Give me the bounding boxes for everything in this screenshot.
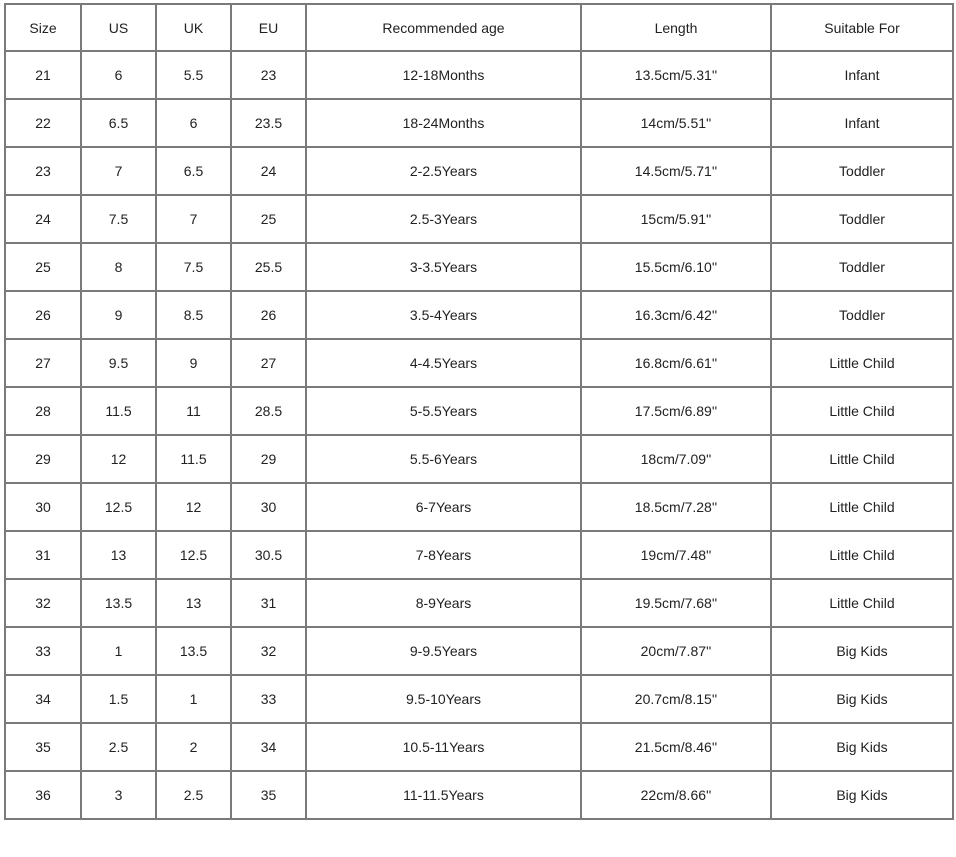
table-row — [5, 579, 953, 627]
cell-recommended-age: 2-2.5Years — [306, 147, 581, 195]
cell-size: 21 — [5, 51, 81, 99]
cell-recommended-age: 4-4.5Years — [306, 339, 581, 387]
cell-recommended-age: 8-9Years — [306, 579, 581, 627]
header-row — [5, 4, 953, 51]
cell-eu: 30.5 — [231, 531, 306, 579]
size-chart-table — [4, 3, 954, 820]
cell-recommended-age: 5-5.5Years — [306, 387, 581, 435]
cell-suitable-for: Infant — [771, 99, 953, 147]
cell-length: 21.5cm/8.46'' — [581, 723, 771, 771]
cell-recommended-age: 7-8Years — [306, 531, 581, 579]
cell-length: 14cm/5.51'' — [581, 99, 771, 147]
cell-uk: 7.5 — [156, 243, 231, 291]
cell-length: 15cm/5.91'' — [581, 195, 771, 243]
cell-size: 34 — [5, 675, 81, 723]
cell-suitable-for: Big Kids — [771, 723, 953, 771]
cell-uk: 2.5 — [156, 771, 231, 819]
cell-size: 28 — [5, 387, 81, 435]
cell-us: 11.5 — [81, 387, 156, 435]
cell-size: 35 — [5, 723, 81, 771]
cell-length: 20.7cm/8.15'' — [581, 675, 771, 723]
cell-recommended-age: 10.5-11Years — [306, 723, 581, 771]
cell-size: 25 — [5, 243, 81, 291]
cell-recommended-age: 12-18Months — [306, 51, 581, 99]
table-row — [5, 771, 953, 819]
cell-eu: 33 — [231, 675, 306, 723]
cell-size: 29 — [5, 435, 81, 483]
cell-uk: 12.5 — [156, 531, 231, 579]
cell-length: 16.3cm/6.42'' — [581, 291, 771, 339]
cell-suitable-for: Little Child — [771, 531, 953, 579]
table-row — [5, 195, 953, 243]
cell-uk: 13.5 — [156, 627, 231, 675]
table-header — [5, 4, 953, 51]
cell-us: 12 — [81, 435, 156, 483]
cell-us: 3 — [81, 771, 156, 819]
header-uk: UK — [156, 4, 231, 51]
cell-length: 15.5cm/6.10'' — [581, 243, 771, 291]
cell-length: 19cm/7.48'' — [581, 531, 771, 579]
cell-us: 13.5 — [81, 579, 156, 627]
cell-uk: 5.5 — [156, 51, 231, 99]
cell-suitable-for: Little Child — [771, 387, 953, 435]
cell-us: 6 — [81, 51, 156, 99]
cell-length: 18cm/7.09'' — [581, 435, 771, 483]
cell-suitable-for: Little Child — [771, 483, 953, 531]
cell-size: 31 — [5, 531, 81, 579]
cell-eu: 28.5 — [231, 387, 306, 435]
cell-us: 9 — [81, 291, 156, 339]
cell-uk: 8.5 — [156, 291, 231, 339]
cell-length: 16.8cm/6.61'' — [581, 339, 771, 387]
cell-eu: 26 — [231, 291, 306, 339]
cell-uk: 6 — [156, 99, 231, 147]
cell-us: 1 — [81, 627, 156, 675]
cell-us: 7.5 — [81, 195, 156, 243]
cell-uk: 11.5 — [156, 435, 231, 483]
cell-us: 7 — [81, 147, 156, 195]
cell-us: 2.5 — [81, 723, 156, 771]
cell-size: 27 — [5, 339, 81, 387]
cell-size: 33 — [5, 627, 81, 675]
cell-length: 22cm/8.66'' — [581, 771, 771, 819]
table-row — [5, 387, 953, 435]
cell-size: 22 — [5, 99, 81, 147]
cell-eu: 30 — [231, 483, 306, 531]
table-row — [5, 483, 953, 531]
cell-suitable-for: Toddler — [771, 195, 953, 243]
table-row — [5, 147, 953, 195]
table-row — [5, 723, 953, 771]
table-row — [5, 627, 953, 675]
cell-eu: 23 — [231, 51, 306, 99]
cell-length: 19.5cm/7.68'' — [581, 579, 771, 627]
cell-recommended-age: 9.5-10Years — [306, 675, 581, 723]
cell-length: 14.5cm/5.71'' — [581, 147, 771, 195]
header-size: Size — [5, 4, 81, 51]
cell-uk: 2 — [156, 723, 231, 771]
cell-suitable-for: Big Kids — [771, 627, 953, 675]
cell-eu: 24 — [231, 147, 306, 195]
cell-eu: 23.5 — [231, 99, 306, 147]
table-row — [5, 291, 953, 339]
cell-length: 13.5cm/5.31'' — [581, 51, 771, 99]
cell-recommended-age: 2.5-3Years — [306, 195, 581, 243]
cell-us: 8 — [81, 243, 156, 291]
cell-eu: 32 — [231, 627, 306, 675]
table-row — [5, 339, 953, 387]
table-row — [5, 243, 953, 291]
cell-recommended-age: 3-3.5Years — [306, 243, 581, 291]
cell-us: 13 — [81, 531, 156, 579]
cell-suitable-for: Toddler — [771, 147, 953, 195]
cell-length: 20cm/7.87'' — [581, 627, 771, 675]
header-length: Length — [581, 4, 771, 51]
cell-us: 6.5 — [81, 99, 156, 147]
header-eu: EU — [231, 4, 306, 51]
cell-us: 1.5 — [81, 675, 156, 723]
cell-uk: 9 — [156, 339, 231, 387]
cell-size: 26 — [5, 291, 81, 339]
cell-eu: 34 — [231, 723, 306, 771]
cell-eu: 35 — [231, 771, 306, 819]
cell-eu: 29 — [231, 435, 306, 483]
cell-recommended-age: 9-9.5Years — [306, 627, 581, 675]
cell-recommended-age: 6-7Years — [306, 483, 581, 531]
cell-uk: 6.5 — [156, 147, 231, 195]
header-recommended-age: Recommended age — [306, 4, 581, 51]
cell-recommended-age: 3.5-4Years — [306, 291, 581, 339]
cell-suitable-for: Big Kids — [771, 771, 953, 819]
cell-suitable-for: Little Child — [771, 579, 953, 627]
cell-recommended-age: 11-11.5Years — [306, 771, 581, 819]
header-us: US — [81, 4, 156, 51]
cell-suitable-for: Toddler — [771, 243, 953, 291]
cell-length: 18.5cm/7.28'' — [581, 483, 771, 531]
cell-size: 23 — [5, 147, 81, 195]
cell-suitable-for: Little Child — [771, 339, 953, 387]
cell-suitable-for: Little Child — [771, 435, 953, 483]
table-row — [5, 51, 953, 99]
header-suitable-for: Suitable For — [771, 4, 953, 51]
cell-suitable-for: Big Kids — [771, 675, 953, 723]
cell-uk: 1 — [156, 675, 231, 723]
table-row — [5, 675, 953, 723]
cell-uk: 12 — [156, 483, 231, 531]
cell-size: 32 — [5, 579, 81, 627]
cell-suitable-for: Toddler — [771, 291, 953, 339]
table-row — [5, 99, 953, 147]
cell-size: 24 — [5, 195, 81, 243]
cell-us: 12.5 — [81, 483, 156, 531]
cell-eu: 25 — [231, 195, 306, 243]
table-body — [5, 51, 953, 819]
cell-suitable-for: Infant — [771, 51, 953, 99]
cell-eu: 31 — [231, 579, 306, 627]
cell-recommended-age: 18-24Months — [306, 99, 581, 147]
cell-recommended-age: 5.5-6Years — [306, 435, 581, 483]
cell-uk: 13 — [156, 579, 231, 627]
cell-size: 36 — [5, 771, 81, 819]
table-row — [5, 531, 953, 579]
cell-eu: 27 — [231, 339, 306, 387]
cell-uk: 7 — [156, 195, 231, 243]
cell-length: 17.5cm/6.89'' — [581, 387, 771, 435]
table-row — [5, 435, 953, 483]
cell-eu: 25.5 — [231, 243, 306, 291]
cell-uk: 11 — [156, 387, 231, 435]
cell-us: 9.5 — [81, 339, 156, 387]
cell-size: 30 — [5, 483, 81, 531]
